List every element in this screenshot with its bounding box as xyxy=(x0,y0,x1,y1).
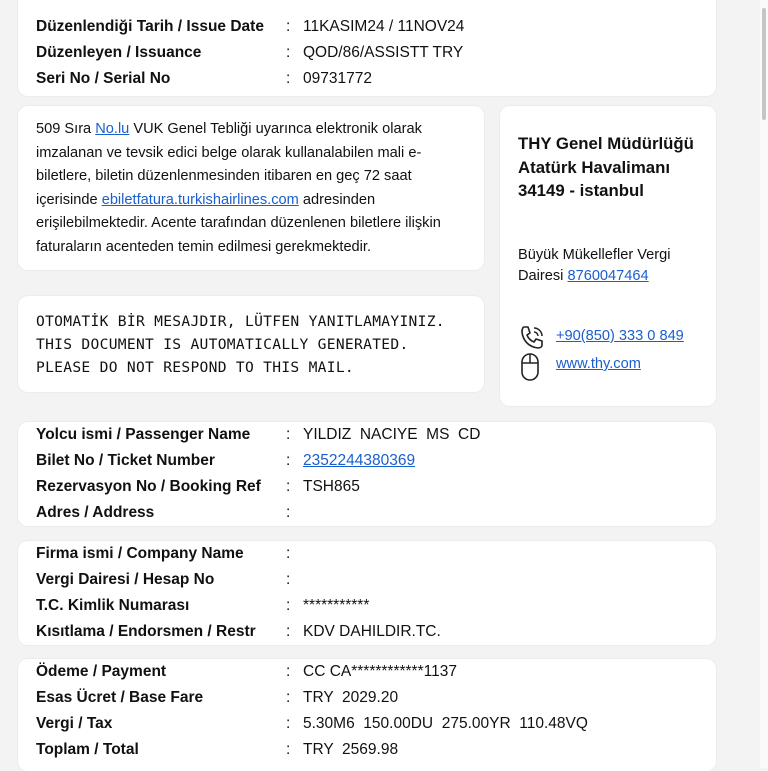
separator: : xyxy=(286,70,291,87)
tax-value: 5.30M6 150.00DU 275.00YR 110.48VQ xyxy=(303,715,588,732)
booking-ref-label: Rezervasyon No / Booking Ref xyxy=(36,478,261,495)
tax-account-row xyxy=(18,567,716,593)
passenger-name-row xyxy=(18,422,716,448)
payment-label: Ödeme / Payment xyxy=(36,663,167,680)
separator: : xyxy=(286,478,291,495)
separator: : xyxy=(286,426,291,443)
separator: : xyxy=(286,741,291,758)
tax-account-label: Vergi Dairesi / Hesap No xyxy=(36,571,215,588)
no-lu-link[interactable]: No.lu xyxy=(95,121,130,137)
website-link[interactable]: www.thy.com xyxy=(556,356,641,372)
company-name-row xyxy=(18,541,716,567)
company-card xyxy=(18,541,716,645)
total-value: TRY 2569.98 xyxy=(303,741,399,758)
phone-number-link[interactable]: +90(850) 333 0 849 xyxy=(556,328,684,344)
passenger-card xyxy=(18,422,716,526)
endorsement-row xyxy=(18,619,716,645)
issue-info-card xyxy=(18,0,716,96)
passenger-name-label: Yolcu ismi / Passenger Name xyxy=(36,426,251,443)
serial-no-row xyxy=(18,66,716,92)
separator: : xyxy=(286,597,291,614)
issuance-value: QOD/86/ASSISTT TRY xyxy=(303,44,464,61)
passenger-name-value: YILDIZ NACIYE MS CD xyxy=(303,426,481,443)
issuance-row xyxy=(18,40,716,66)
tc-id-value: *********** xyxy=(303,597,370,614)
separator: : xyxy=(286,18,291,35)
separator: : xyxy=(286,663,291,680)
tax-row xyxy=(18,711,716,737)
notice-middle: VUK Genel Tebliği uyarınca elektronik olarak imzalanan ve tevsik edici belge olarak kullanalabilen mali e-biletlere, biletin düzenlenmesinden itibaren en geç 72 saat içerisinde xyxy=(36,121,422,208)
issue-date-value: 11KASIM24 / 11NOV24 xyxy=(303,18,465,35)
mouse-icon xyxy=(518,352,546,382)
payment-row xyxy=(18,659,716,685)
endorsement-value: KDV DAHILDIR.TC. xyxy=(303,623,441,640)
issue-date-row xyxy=(18,14,716,40)
address-label: Adres / Address xyxy=(36,504,155,521)
company-name-label: Firma ismi / Company Name xyxy=(36,545,244,562)
ticket-number-link[interactable]: 2352244380369 xyxy=(303,452,416,469)
base-fare-label: Esas Ücret / Base Fare xyxy=(36,689,204,706)
separator: : xyxy=(286,689,291,706)
auto-message-text: OTOMATİK BİR MESAJDIR, LÜTFEN YANITLAMAYINIZ. THIS DOCUMENT IS AUTOMATICALLY GENERATED. PLEASE DO NOT RESPOND TO THIS MAIL. xyxy=(36,313,445,377)
serial-no-label: Seri No / Serial No xyxy=(36,70,171,87)
auto-message-card xyxy=(18,296,484,392)
ebiletfatura-link[interactable]: ebiletfatura.turkishairlines.com xyxy=(101,191,299,208)
address-row xyxy=(18,500,716,526)
separator: : xyxy=(286,715,291,732)
thy-address: THY Genel Müdürlüğü Atatürk Havalimanı 34149 - istanbul xyxy=(518,134,694,200)
payment-card xyxy=(18,659,716,771)
base-fare-value: TRY 2029.20 xyxy=(303,689,399,706)
issuance-label: Düzenleyen / Issuance xyxy=(36,44,202,61)
tax-label: Vergi / Tax xyxy=(36,715,113,732)
legal-notice-card xyxy=(18,106,484,270)
booking-ref-value: TSH865 xyxy=(303,478,360,495)
scrollbar-thumb[interactable] xyxy=(762,8,766,120)
separator: : xyxy=(286,44,291,61)
separator: : xyxy=(286,571,291,588)
payment-value: CC CA************1137 xyxy=(303,663,457,680)
serial-no-value: 09731772 xyxy=(303,70,372,87)
separator: : xyxy=(286,452,291,469)
tax-office-label: Büyük Mükellefler Vergi Dairesi xyxy=(518,247,671,284)
tc-id-label: T.C. Kimlik Numarası xyxy=(36,597,190,614)
ticket-number-label: Bilet No / Ticket Number xyxy=(36,452,215,469)
separator: : xyxy=(286,545,291,562)
scrollbar[interactable] xyxy=(760,0,768,768)
ticket-number-row xyxy=(18,448,716,474)
booking-ref-row xyxy=(18,474,716,500)
base-fare-row xyxy=(18,685,716,711)
legal-notice-text xyxy=(36,118,456,259)
issue-date-label: Düzenlendiği Tarih / Issue Date xyxy=(36,18,264,35)
thy-info-card xyxy=(500,106,716,406)
total-label: Toplam / Total xyxy=(36,741,139,758)
phone-icon xyxy=(518,324,546,352)
notice-prefix: 509 Sıra xyxy=(36,121,96,137)
separator: : xyxy=(286,504,291,521)
tax-office-text xyxy=(518,245,718,287)
separator: : xyxy=(286,623,291,640)
endorsement-label: Kısıtlama / Endorsmen / Restr xyxy=(36,623,256,640)
notice-suffix: adresinden erişilebilmektedir. Acente tarafından düzenlenen biletlere ilişkin faturaların acenteden temin edilmesi gerekmektedir. xyxy=(36,191,441,255)
tax-number-link[interactable]: 8760047464 xyxy=(567,268,649,284)
total-row xyxy=(18,737,716,763)
tc-id-row xyxy=(18,593,716,619)
